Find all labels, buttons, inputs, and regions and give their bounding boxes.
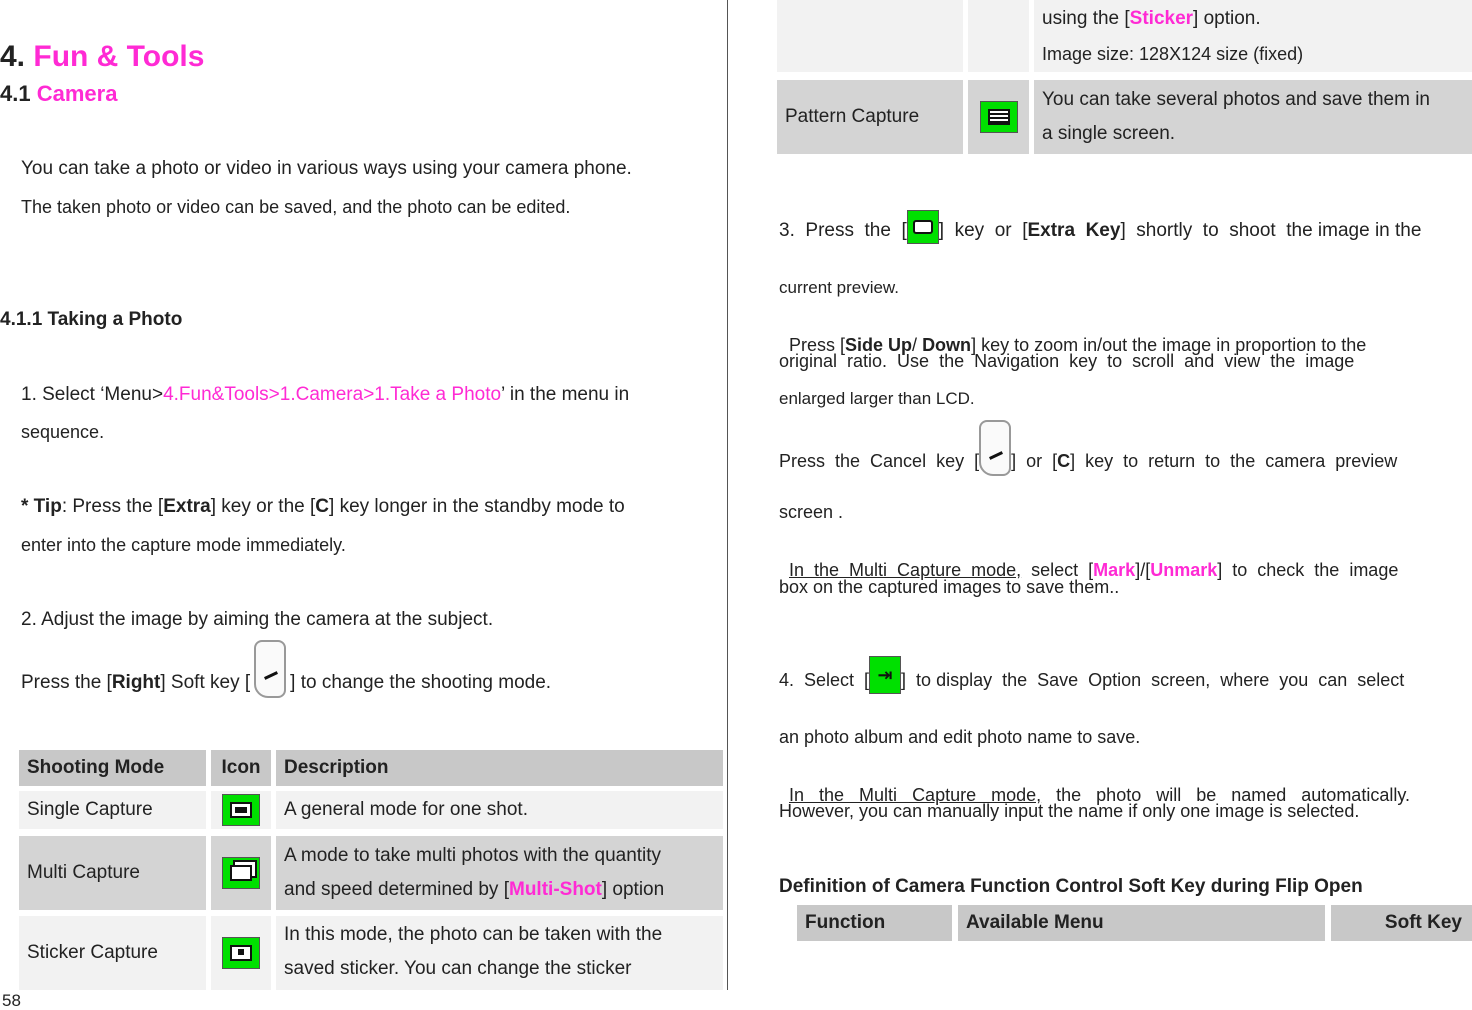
step-4: 4. Select [ ⇥ ] to display the Save Option screen, where you can select	[779, 656, 1404, 694]
section-heading	[0, 81, 117, 107]
step-1-cont: sequence.	[21, 422, 105, 442]
desc-multi-capture: A mode to take multi photos with the quantity and speed determined by [Multi-Shot] option	[276, 836, 723, 910]
cont-icon-empty	[968, 0, 1029, 72]
page-number: 58	[2, 991, 21, 1010]
step-1: 1. Select ‘Menu>4.Fun&Tools>1.Camera>1.Take a Photo’ in the menu in	[21, 384, 630, 405]
section-number: 4.1	[0, 81, 31, 106]
mode-sticker-capture: Sticker Capture	[19, 916, 206, 990]
step-4-cont: an photo album and edit photo name to save.	[779, 727, 1141, 747]
chapter-number: 4.	[0, 40, 26, 73]
multi-mark-line: In the Multi Capture mode, select [Mark]/[Unmark] to check the image	[789, 560, 1399, 580]
zoom-line-2: original ratio. Use the Navigation key to scroll and view the image	[779, 351, 1355, 371]
th-available-menu: Available Menu	[958, 905, 1325, 941]
step-3: 3. Press the [ ] key or [ Extra Key ] shortly to shoot the image in the	[779, 210, 1421, 244]
th-function: Function	[797, 905, 952, 941]
right-softkey-icon	[254, 640, 286, 698]
single-capture-icon	[222, 794, 260, 826]
mode-single-capture: Single Capture	[19, 791, 206, 829]
tip-line: * Tip: Press the [Extra] key or the [C] key longer in the standby mode to	[21, 496, 625, 517]
step-2-softkey: Press the [Right] Soft key [ ] to change the shooting mode.	[21, 640, 551, 698]
step-3-cont: current preview.	[779, 278, 899, 297]
save-option-icon: ⇥	[869, 656, 901, 694]
definition-heading: Definition of Camera Function Control Soft Key during Flip Open	[779, 876, 1363, 897]
intro-line-2: The taken photo or video can be saved, and the photo can be edited.	[21, 197, 571, 217]
th-soft-key: Soft Key	[1331, 905, 1472, 941]
pattern-capture-icon	[980, 101, 1018, 133]
menu-path: 4.Fun&Tools>1.Camera>1.Take a Photo	[163, 384, 502, 405]
chapter-title: Fun & Tools	[33, 40, 205, 73]
zoom-line-1: Press [Side Up/ Down] key to zoom in/out the image in proportion to the	[789, 335, 1367, 355]
th-description: Description	[276, 750, 723, 786]
desc-single-capture: A general mode for one shot.	[276, 791, 723, 829]
step-4-multi: In the Multi Capture mode, the photo will be named automatically.	[789, 785, 1410, 805]
zoom-line-3: enlarged larger than LCD.	[779, 389, 975, 408]
subsection-heading: 4.1.1 Taking a Photo	[0, 309, 183, 330]
section-title: Camera	[36, 81, 118, 106]
step-2: 2. Adjust the image by aiming the camera at the subject.	[21, 609, 494, 630]
desc-pattern-capture: You can take several photos and save them in a single screen.	[1034, 80, 1472, 154]
multi-capture-icon	[222, 857, 260, 889]
cancel-line-cont: screen .	[779, 502, 844, 522]
camera-key-icon	[907, 210, 939, 244]
mode-pattern-capture: Pattern Capture	[777, 80, 963, 154]
sticker-capture-icon	[222, 937, 260, 969]
step-4-note: However, you can manually input the name if only one image is selected.	[779, 801, 1360, 821]
column-divider	[727, 0, 728, 990]
chapter-heading	[0, 40, 204, 74]
tip-line-cont: enter into the capture mode immediately.	[21, 535, 346, 555]
cancel-softkey-icon	[979, 420, 1011, 476]
cont-mode-empty	[777, 0, 963, 72]
desc-sticker-cont: using the [Sticker] option. Image size: 128X124 size (fixed)	[1034, 0, 1472, 72]
intro-line-1: You can take a photo or video in various ways using your camera phone.	[21, 158, 632, 179]
mode-multi-capture: Multi Capture	[19, 836, 206, 910]
multi-mark-cont: box on the captured images to save them..	[779, 577, 1120, 597]
th-shooting-mode: Shooting Mode	[19, 750, 206, 786]
th-icon: Icon	[211, 750, 271, 786]
cancel-line: Press the Cancel key [ ] or [ C ] key to return to the camera preview	[779, 420, 1397, 476]
desc-sticker-capture: In this mode, the photo can be taken with the saved sticker. You can change the sticker	[276, 916, 723, 990]
